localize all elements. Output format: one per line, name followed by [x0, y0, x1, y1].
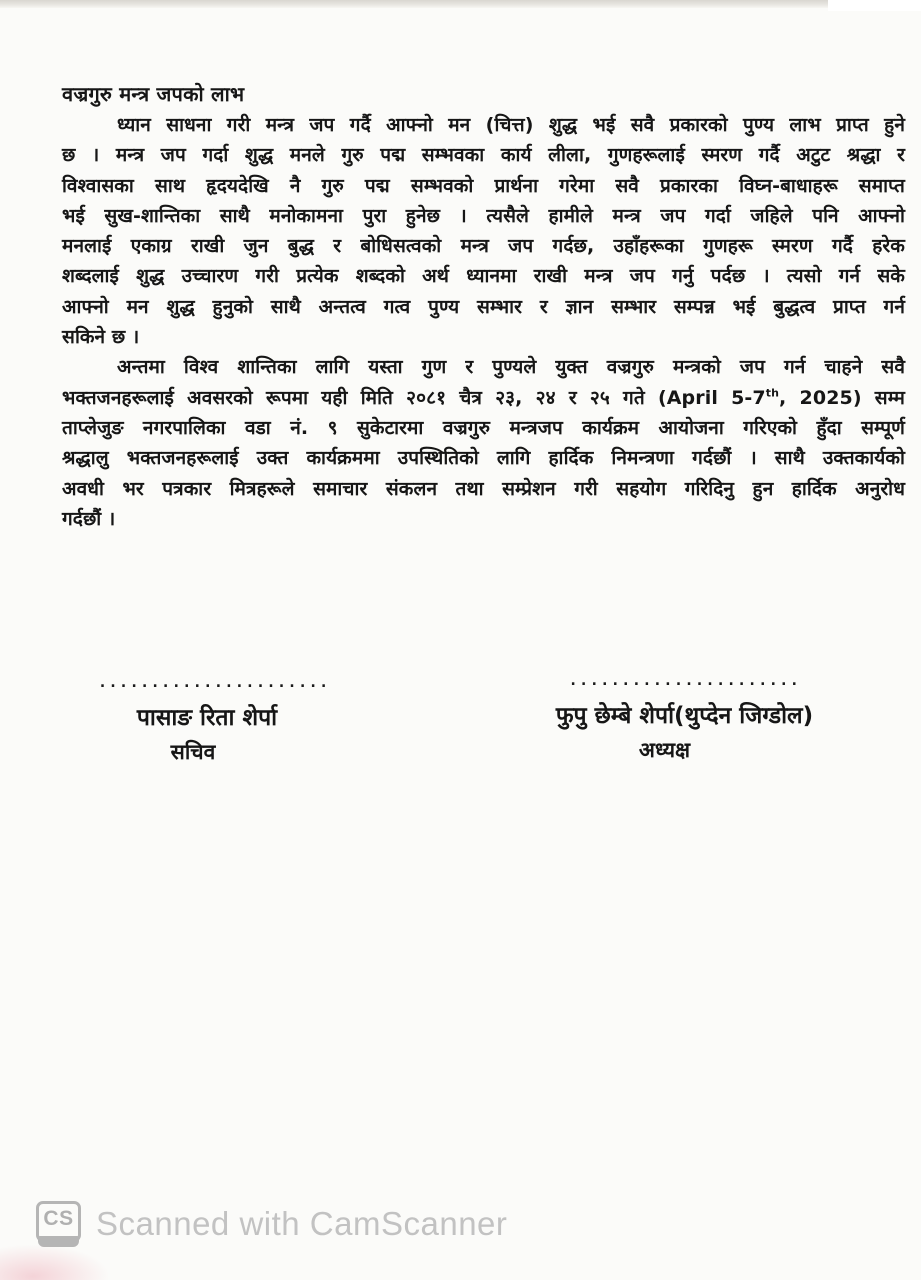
body-line: अन्तमा विश्व शान्तिका लागि यस्ता गुण र पुण्यले युक्त वज्रगुरु मन्त्रको जप गर्न चाहने सवै	[117, 356, 905, 379]
body-line: सकिने छ ।	[62, 326, 140, 349]
camscanner-logo-icon	[36, 1201, 81, 1247]
scan-top-edge	[0, 0, 921, 8]
signature-dotted-line: ......................	[568, 671, 801, 689]
date-line-text: भक्तजनहरूलाई अवसरको रूपमा यही मिति २०८१ चैत्र २३, २४ र २५ गते (April 5-7	[62, 386, 766, 409]
body-line: ताप्लेजुङ नगरपालिका वडा नं. ९ सुकेटारमा वज्रगुरु मन्त्रजप कार्यक्रम आयोजना गरिएको हुँदा सम्पूर्ण	[62, 416, 905, 439]
camscanner-label: Scanned with CamScanner	[96, 1205, 508, 1242]
signature-dotted-line: ......................	[98, 673, 330, 691]
date-line	[62, 383, 905, 413]
date-ordinal-superscript: th	[765, 386, 780, 400]
signature-name: पासाङ रिता शेर्पा	[136, 705, 278, 731]
body-line: आफ्नो मन शुद्ध हुनुको साथै अन्तत्व गत्व पुण्य सम्भार र ज्ञान सम्भार सम्पन्न भई बुद्धत्व प्राप्त गर्न	[62, 295, 905, 318]
body-line: गर्दछौं ।	[62, 507, 116, 530]
signature-block-secretary	[98, 673, 330, 766]
body-line: विश्वासका साथ हृदयदेखि नै गुरु पद्म सम्भवको प्रार्थना गरेमा सवै प्रकारका विघ्न-बाधाहरू समाप्त	[62, 174, 905, 197]
signature-name: फुपु छेम्बे शेर्पा(थुप्देन जिग्डोल)	[555, 703, 814, 729]
body-line: श्रद्धालु भक्तजनहरूलाई उक्त कार्यक्रममा उपस्थितिको लागि हार्दिक निमन्त्रणा गर्दछौं । साथै उक्तकार्यको	[62, 447, 905, 470]
scan-top-corner	[828, 0, 921, 11]
body-line: ध्यान साधना गरी मन्त्र जप गर्दै आफ्नो मन (चित्त) शुद्ध भई सवै प्रकारको पुण्य लाभ प्राप्त हुने	[117, 114, 905, 136]
cs-logo-box: CS	[36, 1201, 81, 1242]
body-line: मनलाई एकाग्र राखी जुन बुद्ध र बोधिसत्वको मन्त्र जप गर्दछ, उहाँहरूका गुणहरू स्मरण गर्दै हरेक	[62, 235, 905, 258]
body-line: भई सुख-शान्तिका साथै मनोकामना पुरा हुनेछ । त्यसैले हामीले मन्त्र जप गर्दा जहिले पनि आफ्नो	[62, 204, 905, 227]
body-line: अवधी भर पत्रकार मित्रहरूले समाचार संकलन तथा सम्प्रेशन गरी सहयोग गरिदिनु हुन हार्दिक अनुरोध	[62, 477, 905, 500]
signature-block-chairman	[532, 672, 837, 764]
camscanner-watermark	[36, 1201, 507, 1247]
body-line: छ । मन्त्र जप गर्दा शुद्ध मनले गुरु पद्म सम्भवका कार्य लीला, गुणहरूलाई स्मरण गर्दै अटुट श्रद्धा र	[62, 144, 905, 167]
document-title: वज्रगुरु मन्त्र जपको लाभ	[62, 82, 245, 106]
date-line-text: , 2025) सम्म	[779, 386, 905, 409]
scan-smudge-artifact	[0, 1244, 110, 1280]
letter-body	[62, 79, 905, 534]
signature-role: अध्यक्ष	[638, 738, 691, 762]
signature-role: सचिव	[170, 740, 216, 764]
body-line: शब्दलाई शुद्ध उच्चारण गरी प्रत्येक शब्दको अर्थ ध्यानमा राखी मन्त्र जप गर्नु पर्दछ । त्यसो गर्न सके	[62, 265, 905, 288]
